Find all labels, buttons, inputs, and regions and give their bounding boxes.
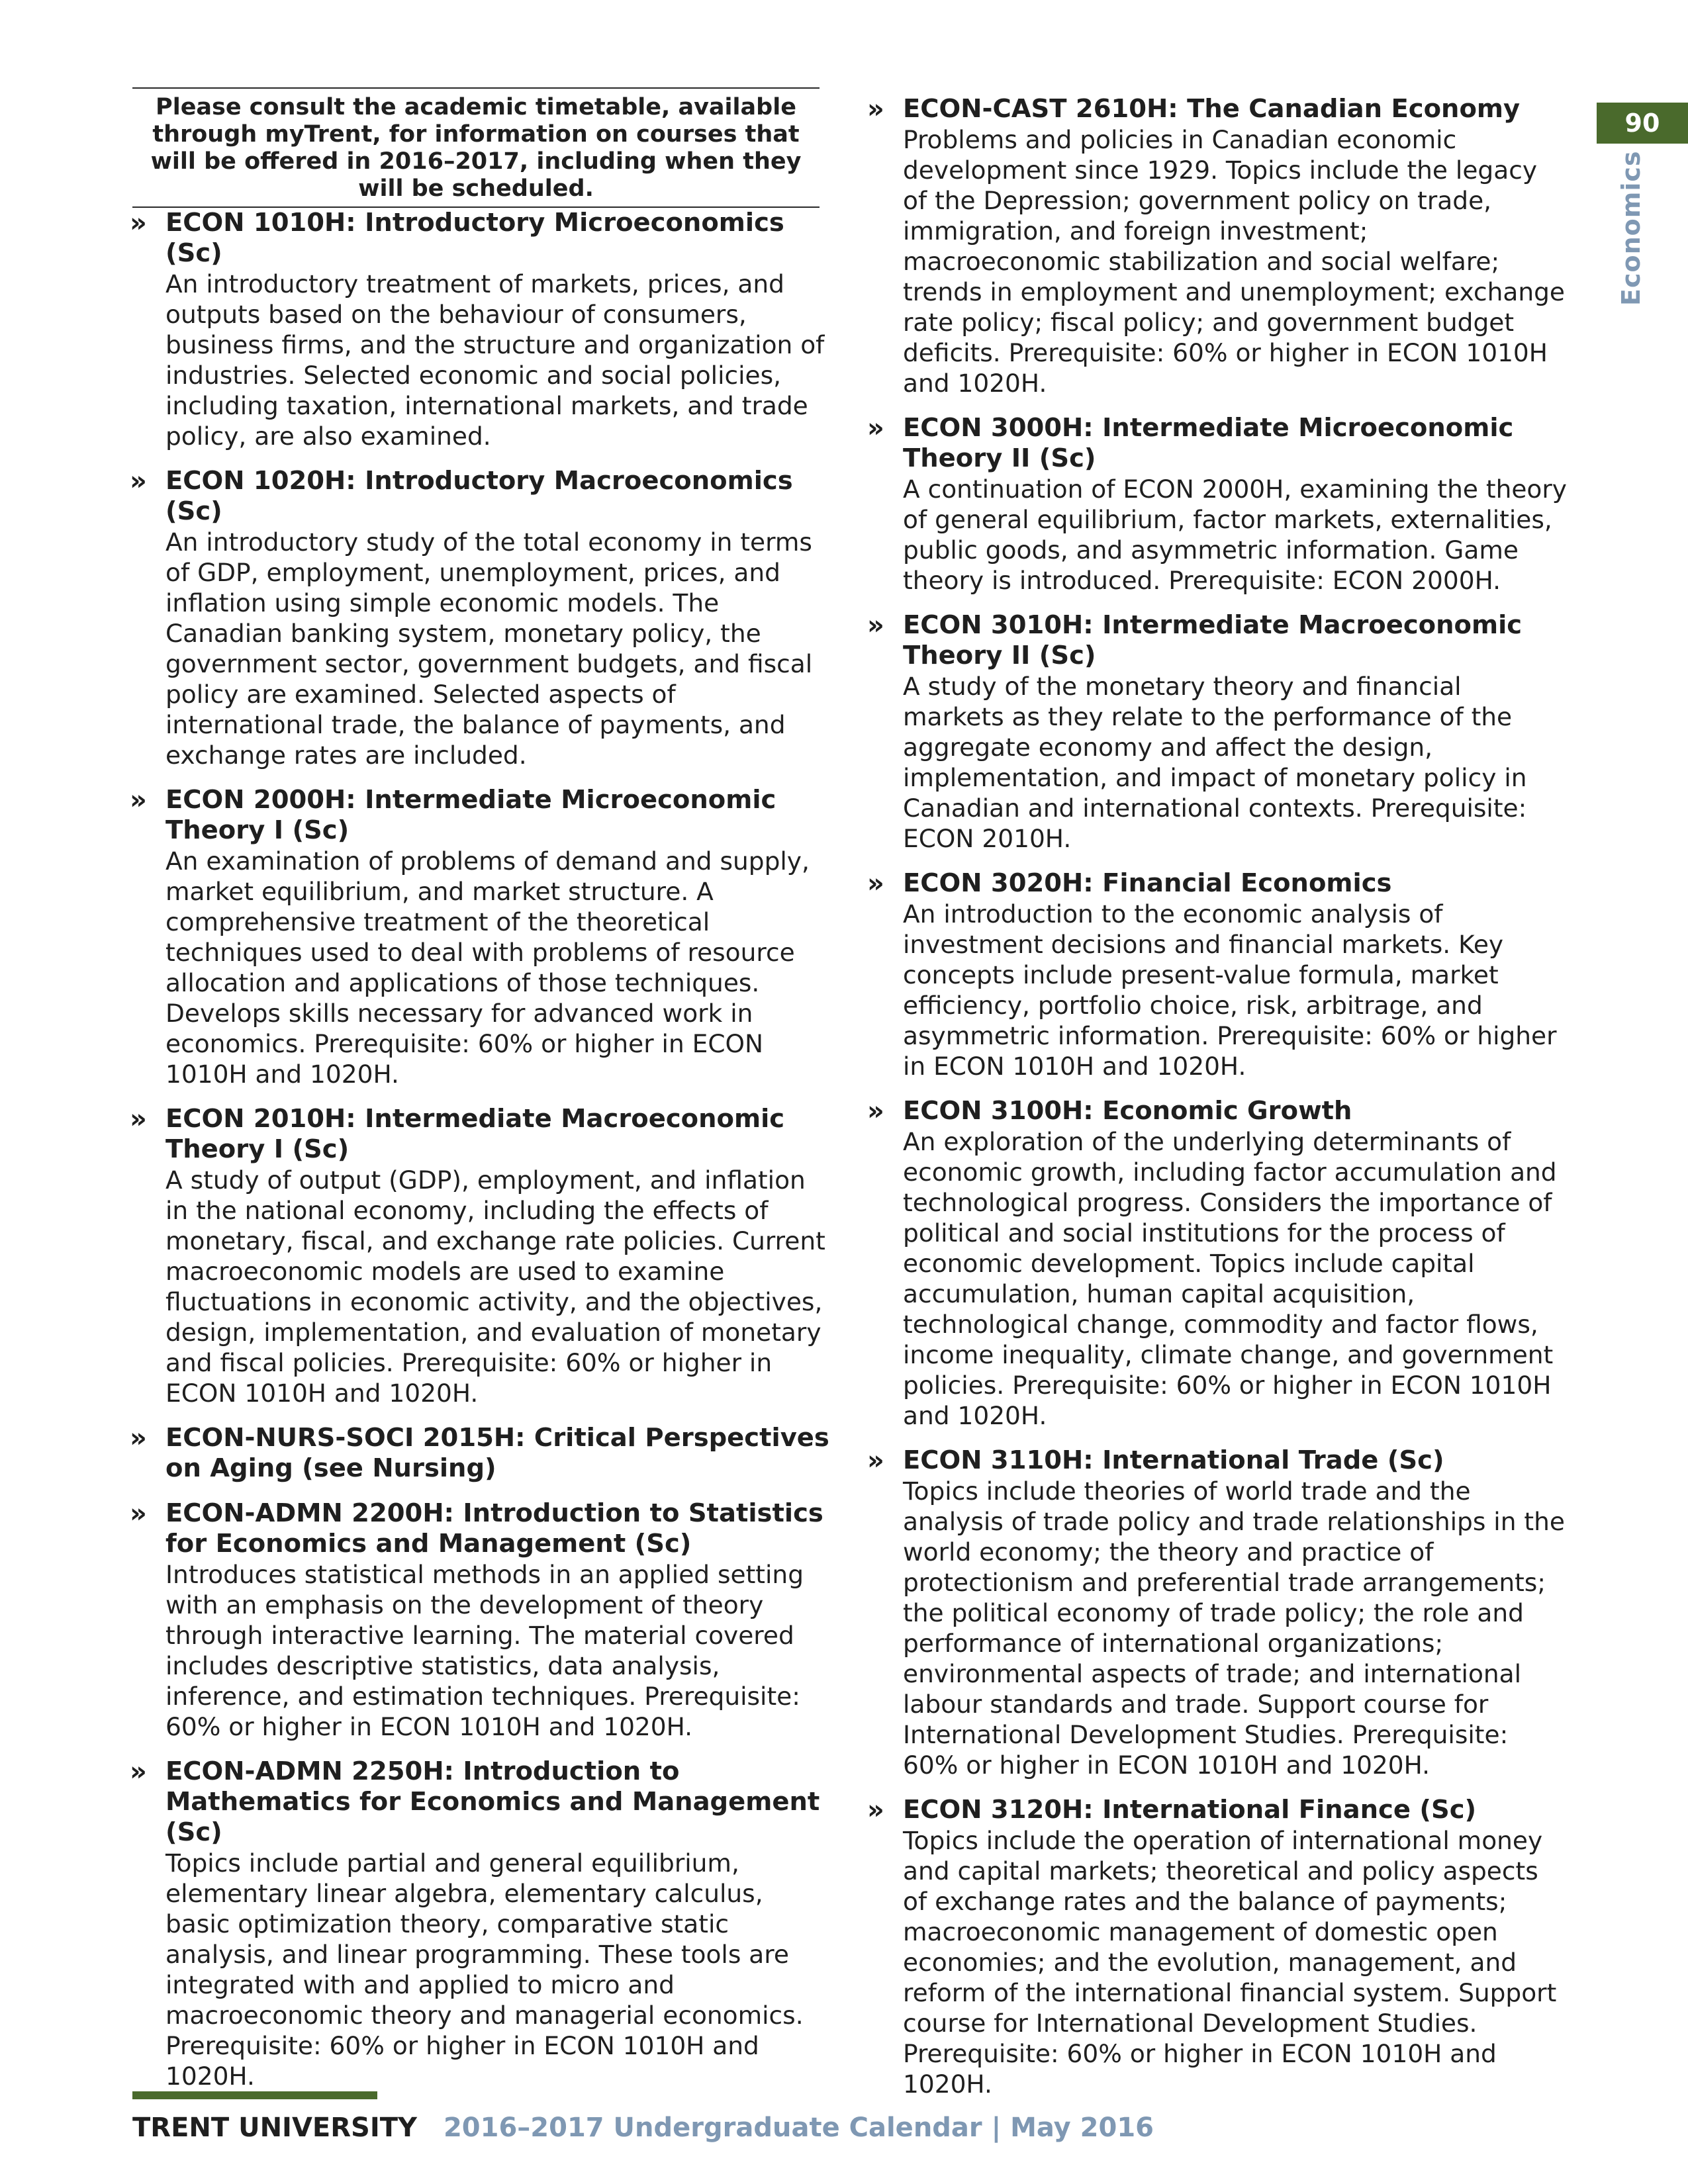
course-entry	[867, 413, 1569, 596]
bullet-marker: »	[867, 610, 884, 641]
course-title: ECON 1010H: Introductory Microeconomics (Sc)	[165, 208, 784, 268]
course-title: ECON 3020H: Financial Economics	[903, 868, 1392, 898]
bullet-marker: »	[130, 208, 147, 238]
course-entry	[130, 1423, 834, 1484]
bullet-marker: »	[130, 1104, 147, 1134]
bullet-marker: »	[867, 868, 884, 899]
course-title: ECON-NURS-SOCI 2015H: Critical Perspectives on Aging (see Nursing)	[165, 1423, 829, 1483]
course-entry	[130, 208, 834, 451]
course-title: ECON 3010H: Intermediate Macroeconomic Theory II (Sc)	[903, 610, 1523, 670]
course-title: ECON-ADMN 2250H: Introduction to Mathematics for Economics and Management (Sc)	[165, 1756, 820, 1847]
page-number-tab: 90	[1597, 103, 1688, 144]
course-description: Topics include the operation of international money and capital markets; theoretical and policy aspects of exchange rates and the balance of payments; macroeconomic management of domestic open economies; and the evolution, management, and reform of the international financial system. Support course for International Development Studies. Prerequisite: 60% or higher in ECON 1010H and 1020H.	[903, 1826, 1557, 2099]
course-description: An introductory study of the total economy in terms of GDP, employment, unemployment, prices, and inflation using simple economic models. The Canadian banking system, monetary policy, the government sector, government budgets, and fiscal policy are examined. Selected aspects of international trade, the balance of payments, and exchange rates are included.	[165, 527, 813, 770]
bullet-marker: »	[867, 1445, 884, 1476]
course-description: A study of output (GDP), employment, and inflation in the national economy, including the effects of monetary, fiscal, and exchange rate policies. Current macroeconomic models are used to examine fluctuations in economic activity, and the objectives, design, implementation, and evaluation of monetary and fiscal policies. Prerequisite: 60% or higher in ECON 1010H and 1020H.	[165, 1165, 825, 1408]
course-entry	[867, 610, 1569, 854]
bullet-marker: »	[130, 785, 147, 815]
course-entry	[130, 1756, 834, 2091]
bullet-marker: »	[130, 1423, 147, 1453]
bullet-marker: »	[130, 1756, 147, 1787]
bullet-marker: »	[867, 1096, 884, 1126]
course-description: Problems and policies in Canadian economic development since 1929. Topics include the legacy of the Depression; government policy on trade, immigration, and foreign investment; macroeconomic stabilization and social welfare; trends in employment and unemployment; exchange rate policy; fiscal policy; and government budget deficits. Prerequisite: 60% or higher in ECON 1010H and 1020H.	[903, 125, 1565, 398]
footer-institution: TRENT UNIVERSITY	[132, 2113, 417, 2143]
course-description: A continuation of ECON 2000H, examining the theory of general equilibrium, factor markets, externalities, public goods, and asymmetric information. Game theory is introduced. Prerequisite: ECON 2000H.	[903, 475, 1567, 595]
course-entry	[867, 94, 1569, 398]
bullet-marker: »	[130, 466, 147, 496]
course-title: ECON 1020H: Introductory Macroeconomics (Sc)	[165, 466, 793, 526]
course-title: ECON 3100H: Economic Growth	[903, 1096, 1352, 1126]
course-entry	[130, 1498, 834, 1742]
course-title: ECON 2000H: Intermediate Microeconomic Theory I (Sc)	[165, 785, 776, 845]
page-footer	[132, 2111, 1154, 2144]
course-entry	[130, 785, 834, 1089]
bullet-marker: »	[130, 1498, 147, 1529]
course-entry	[867, 1445, 1569, 1780]
course-description: An introduction to the economic analysis of investment decisions and financial markets. Key concepts include present-value formula, market efficiency, portfolio choice, risk, arbitrage, and asymmetric information. Prerequisite: 60% or higher in ECON 1010H and 1020H.	[903, 899, 1557, 1081]
course-title: ECON-CAST 2610H: The Canadian Economy	[903, 94, 1521, 124]
course-description: An introductory treatment of markets, prices, and outputs based on the behaviour of consumers, business firms, and the structure and organization of industries. Selected economic and social policies, including taxation, international markets, and trade policy, are also examined.	[165, 269, 825, 451]
timetable-notice: Please consult the academic timetable, available through myTrent, for information on courses that will be offered in 2016–2017, including when they will be scheduled.	[132, 87, 820, 208]
right-course-column	[867, 94, 1569, 2114]
course-title: ECON 3000H: Intermediate Microeconomic Theory II (Sc)	[903, 413, 1514, 473]
course-description: Introduces statistical methods in an applied setting with an emphasis on the development of theory through interactive learning. The material covered includes descriptive statistics, data analysis, inference, and estimation techniques. Prerequisite: 60% or higher in ECON 1010H and 1020H.	[165, 1560, 804, 1741]
course-entry	[867, 1795, 1569, 2099]
course-description: A study of the monetary theory and financial markets as they relate to the performance of the aggregate economy and affect the design, implementation, and impact of monetary policy in Canadian and international contexts. Prerequisite: ECON 2010H.	[903, 672, 1527, 853]
bullet-marker: »	[867, 1795, 884, 1825]
course-title: ECON 3120H: International Finance (Sc)	[903, 1795, 1477, 1825]
course-description: An examination of problems of demand and supply, market equilibrium, and market structure. A comprehensive treatment of the theoretical techniques used to deal with problems of resource allocation and applications of those techniques. Develops skills necessary for advanced work in economics. Prerequisite: 60% or higher in ECON 1010H and 1020H.	[165, 846, 810, 1089]
course-title: ECON-ADMN 2200H: Introduction to Statistics for Economics and Management (Sc)	[165, 1498, 823, 1559]
course-entry	[867, 1096, 1569, 1431]
course-entry	[867, 868, 1569, 1081]
footer-calendar: 2016–2017 Undergraduate Calendar | May 2016	[443, 2113, 1154, 2143]
bullet-marker: »	[867, 94, 884, 124]
left-course-column	[130, 208, 834, 2106]
course-description: Topics include partial and general equilibrium, elementary linear algebra, elementary calculus, basic optimization theory, comparative static analysis, and linear programming. These tools are integrated with and applied to micro and macroeconomic theory and managerial economics. Prerequisite: 60% or higher in ECON 1010H and 1020H.	[165, 1848, 804, 2091]
course-description: An exploration of the underlying determinants of economic growth, including factor accumulation and technological progress. Considers the importance of political and social institutions for the process of economic development. Topics include capital accumulation, human capital acquisition, technological change, commodity and factor flows, income inequality, climate change, and government policies. Prerequisite: 60% or higher in ECON 1010H and 1020H.	[903, 1127, 1557, 1430]
course-entry	[130, 466, 834, 770]
course-description: Topics include theories of world trade and the analysis of trade policy and trade relationships in the world economy; the theory and practice of protectionism and preferential trade arrangements; the political economy of trade policy; the role and performance of international organizations; environmental aspects of trade; and international labour standards and trade. Support course for International Development Studies. Prerequisite: 60% or higher in ECON 1010H and 1020H.	[903, 1477, 1565, 1780]
course-title: ECON 2010H: Intermediate Macroeconomic Theory I (Sc)	[165, 1104, 785, 1164]
course-title: ECON 3110H: International Trade (Sc)	[903, 1445, 1444, 1475]
bullet-marker: »	[867, 413, 884, 443]
course-entry	[130, 1104, 834, 1408]
footer-rule	[132, 2091, 377, 2099]
